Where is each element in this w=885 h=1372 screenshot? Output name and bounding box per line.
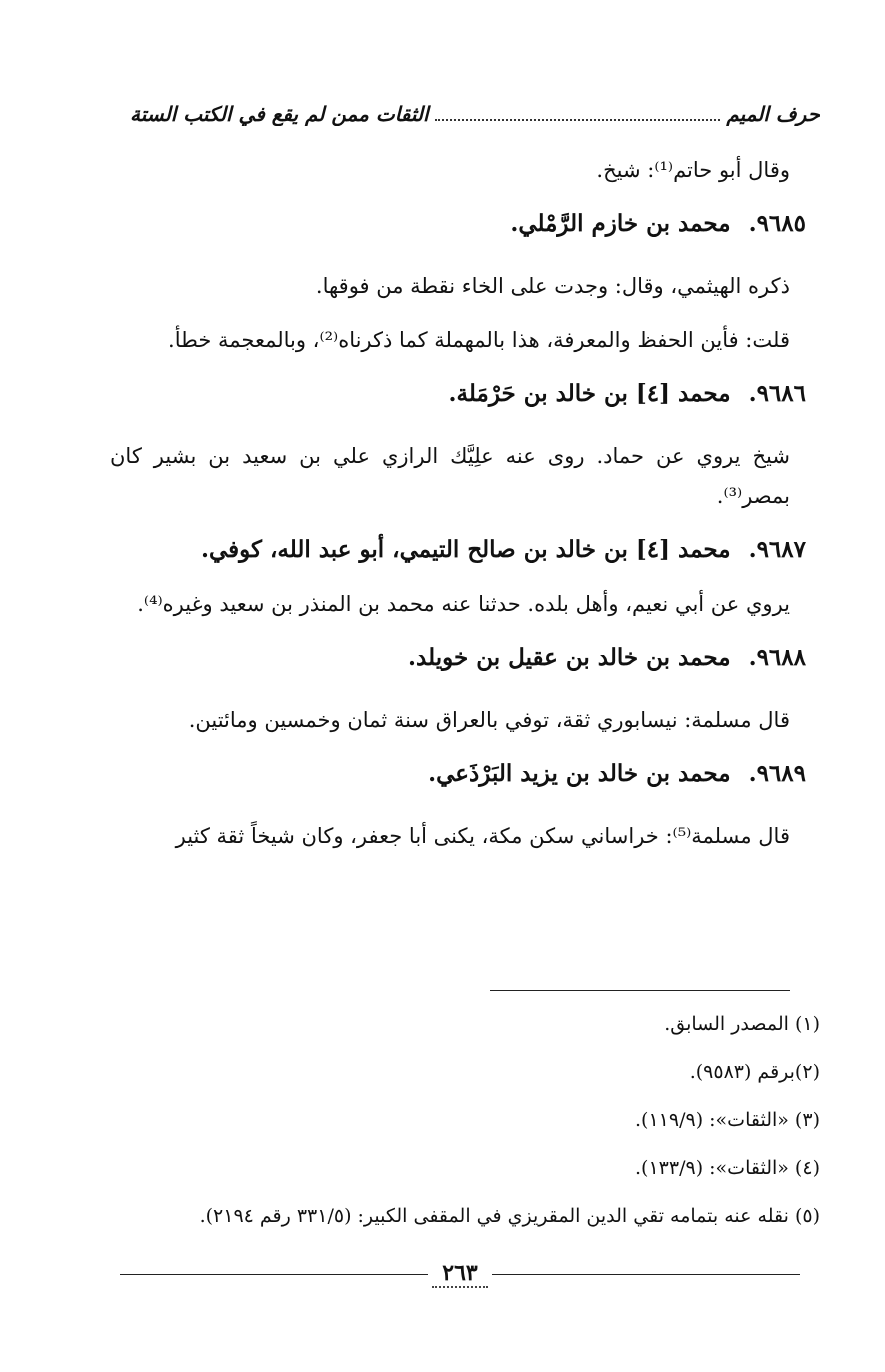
page-number: ٢٦٣ <box>432 1260 487 1288</box>
footnote: (٥) نقله عنه بتمامه تقي الدين المقريزي في المقفى الكبير: (٣٣١/٥ رقم ٢١٩٤). <box>199 1205 820 1227</box>
footnotes <box>130 1000 820 1240</box>
entry-name: محمد [٤] بن خالد بن صالح التيمي، أبو عبد الله، كوفي. <box>200 536 731 563</box>
paragraph: قال مسلمة⁽⁵⁾: خراساني سكن مكة، يكنى أبا جعفر، وكان شيخاً ثقة كثير <box>175 824 790 848</box>
footer-rule-left <box>120 1274 428 1275</box>
running-header <box>130 102 820 126</box>
entry-number: ٩٦٨٩. <box>748 760 806 787</box>
entry-heading-9688 <box>110 638 810 678</box>
entry-heading-9689 <box>110 754 810 794</box>
footnote: (٤) «الثقات»: (١٣٣/٩). <box>635 1157 820 1179</box>
paragraph: ذكره الهيثمي، وقال: وجدت على الخاء نقطة من فوقها. <box>315 274 790 298</box>
main-text <box>110 150 810 856</box>
footnote: (١) المصدر السابق. <box>664 1013 820 1035</box>
entry-heading-9686 <box>110 374 810 414</box>
page-footer <box>120 1258 800 1290</box>
header-book-title: الثقات ممن لم يقع في الكتب الستة <box>130 102 429 126</box>
paragraph: يروي عن أبي نعيم، وأهل بلده. حدثنا عنه محمد بن المنذر بن سعيد وغيره⁽⁴⁾. <box>137 592 790 616</box>
entry-name: محمد [٤] بن خالد بن حَرْمَلة. <box>448 380 731 407</box>
paragraph: وقال أبو حاتم⁽¹⁾: شيخ. <box>596 158 790 182</box>
entry-name: محمد بن خالد بن يزيد البَرْذَعي. <box>428 760 731 787</box>
header-dot-leader <box>435 105 721 121</box>
paragraph: قال مسلمة: نيسابوري ثقة، توفي بالعراق سنة ثمان وخمسين ومائتين. <box>188 708 790 732</box>
entry-number: ٩٦٨٧. <box>748 536 806 563</box>
header-chapter: حرف الميم <box>726 102 820 126</box>
footer-rule-right <box>492 1274 800 1275</box>
entry-name: محمد بن خالد بن عقيل بن خويلد. <box>408 644 731 671</box>
entry-name: محمد بن خازم الرَّمْلي. <box>510 210 731 237</box>
entry-number: ٩٦٨٨. <box>748 644 806 671</box>
entry-heading-9687 <box>110 530 810 570</box>
footnote: (٢)برقم (٩٥٨٣). <box>689 1061 820 1083</box>
entry-heading-9685 <box>110 204 810 244</box>
paragraph: شيخ يروي عن حماد. روى عنه علِيَّك الرازي علي بن سعيد بن بشير كان بمصر⁽³⁾. <box>110 444 790 508</box>
entry-number: ٩٦٨٥. <box>748 210 806 237</box>
footnote-separator <box>490 990 790 991</box>
entry-number: ٩٦٨٦. <box>748 380 806 407</box>
paragraph: قلت: فأين الحفظ والمعرفة، هذا بالمهملة كما ذكرناه⁽²⁾، وبالمعجمة خطأ. <box>168 328 790 352</box>
footnote: (٣) «الثقات»: (١١٩/٩). <box>635 1109 820 1131</box>
